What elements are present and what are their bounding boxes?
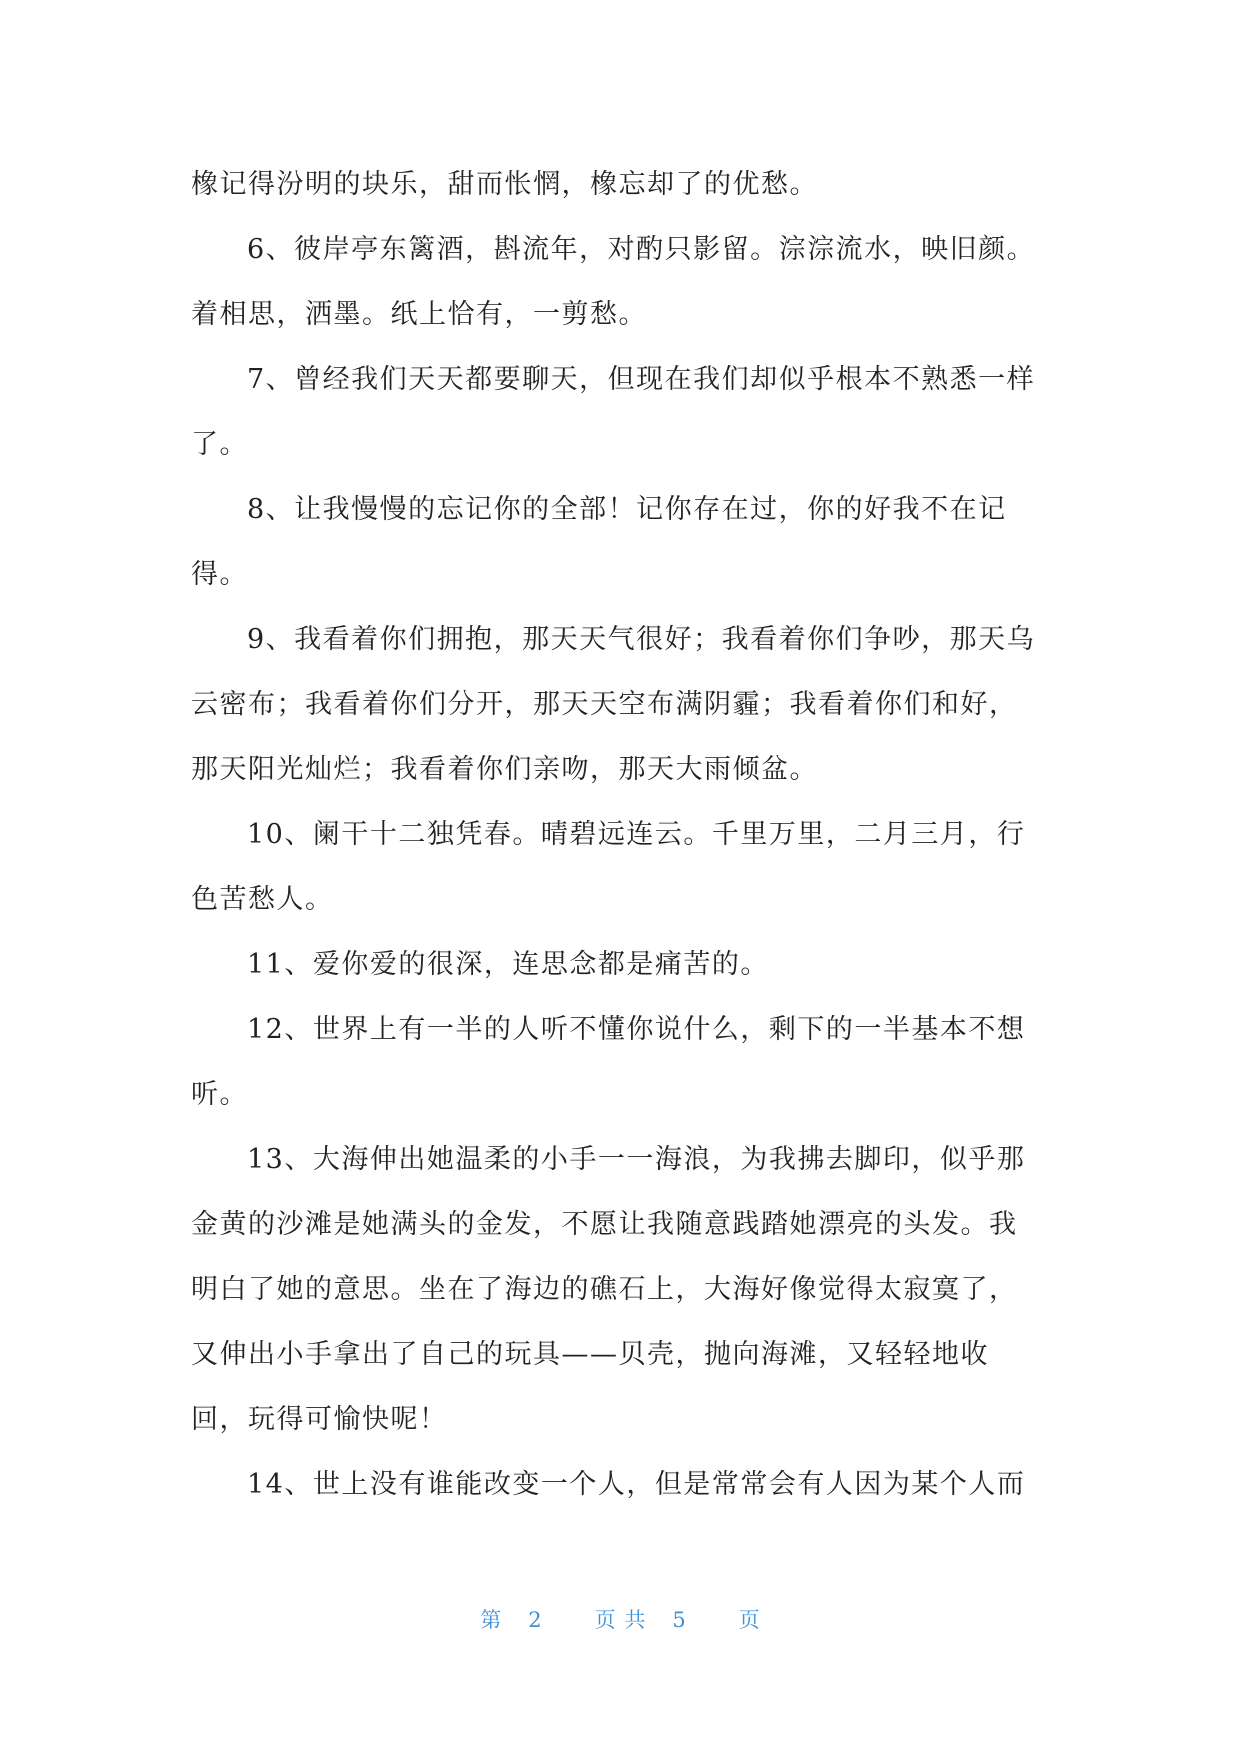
paragraph-line: 11、爱你爱的很深，连思念都是痛苦的。: [247, 949, 769, 980]
paragraph-line: 9、我看着你们拥抱，那天天气很好；我看着你们争吵，那天乌: [247, 624, 1036, 655]
paragraph-line: 得。: [191, 559, 248, 590]
paragraph-line: 回，玩得可愉快呢！: [191, 1404, 448, 1435]
paragraph-line: 了。: [191, 429, 248, 460]
paragraph-line: 又伸出小手拿出了自己的玩具——贝壳，抛向海滩，又轻轻地收: [191, 1339, 989, 1370]
paragraph-line: 8、让我慢慢的忘记你的全部！记你存在过，你的好我不在记: [247, 494, 1007, 525]
paragraph-line: 13、大海伸出她温柔的小手一一海浪，为我拂去脚印，似乎那: [247, 1144, 1026, 1175]
paragraph-line: 那天阳光灿烂；我看着你们亲吻，那天大雨倾盆。: [191, 754, 818, 785]
paragraph-line: 橡记得汾明的块乐，甜而怅惘，橡忘却了的优愁。: [191, 169, 818, 200]
paragraph-line: 10、阑干十二独凭春。晴碧远连云。千里万里，二月三月，行: [247, 819, 1026, 850]
paragraph-line: 12、世界上有一半的人听不懂你说什么，剩下的一半基本不想: [247, 1014, 1026, 1045]
paragraph-line: 明白了她的意思。坐在了海边的礁石上，大海好像觉得太寂寞了，: [191, 1274, 1018, 1305]
paragraph-line: 7、曾经我们天天都要聊天，但现在我们却似乎根本不熟悉一样: [247, 364, 1036, 395]
footer-middle: 页 共: [594, 1608, 647, 1632]
paragraph-line: 色苦愁人。: [191, 884, 334, 915]
paragraph-line: 着相思，洒墨。纸上恰有，一剪愁。: [191, 299, 647, 330]
page-footer: [0, 1604, 1241, 1634]
paragraph-line: 云密布；我看着你们分开，那天天空布满阴霾；我看着你们和好，: [191, 689, 1018, 720]
footer-total-pages: 5: [672, 1608, 687, 1632]
paragraph-line: 6、彼岸亭东篱酒，斟流年，对酌只影留。淙淙流水，映旧颜。: [247, 234, 1036, 265]
paragraph-line: 14、世上没有谁能改变一个人，但是常常会有人因为某个人而: [247, 1469, 1026, 1500]
footer-current-page: 2: [528, 1608, 543, 1632]
footer-suffix: 页: [738, 1608, 761, 1632]
paragraph-line: 听。: [191, 1079, 248, 1110]
footer-prefix: 第: [480, 1608, 503, 1632]
paragraph-line: 金黄的沙滩是她满头的金发，不愿让我随意践踏她漂亮的头发。我: [191, 1209, 1018, 1240]
document-body: [191, 152, 1051, 1517]
